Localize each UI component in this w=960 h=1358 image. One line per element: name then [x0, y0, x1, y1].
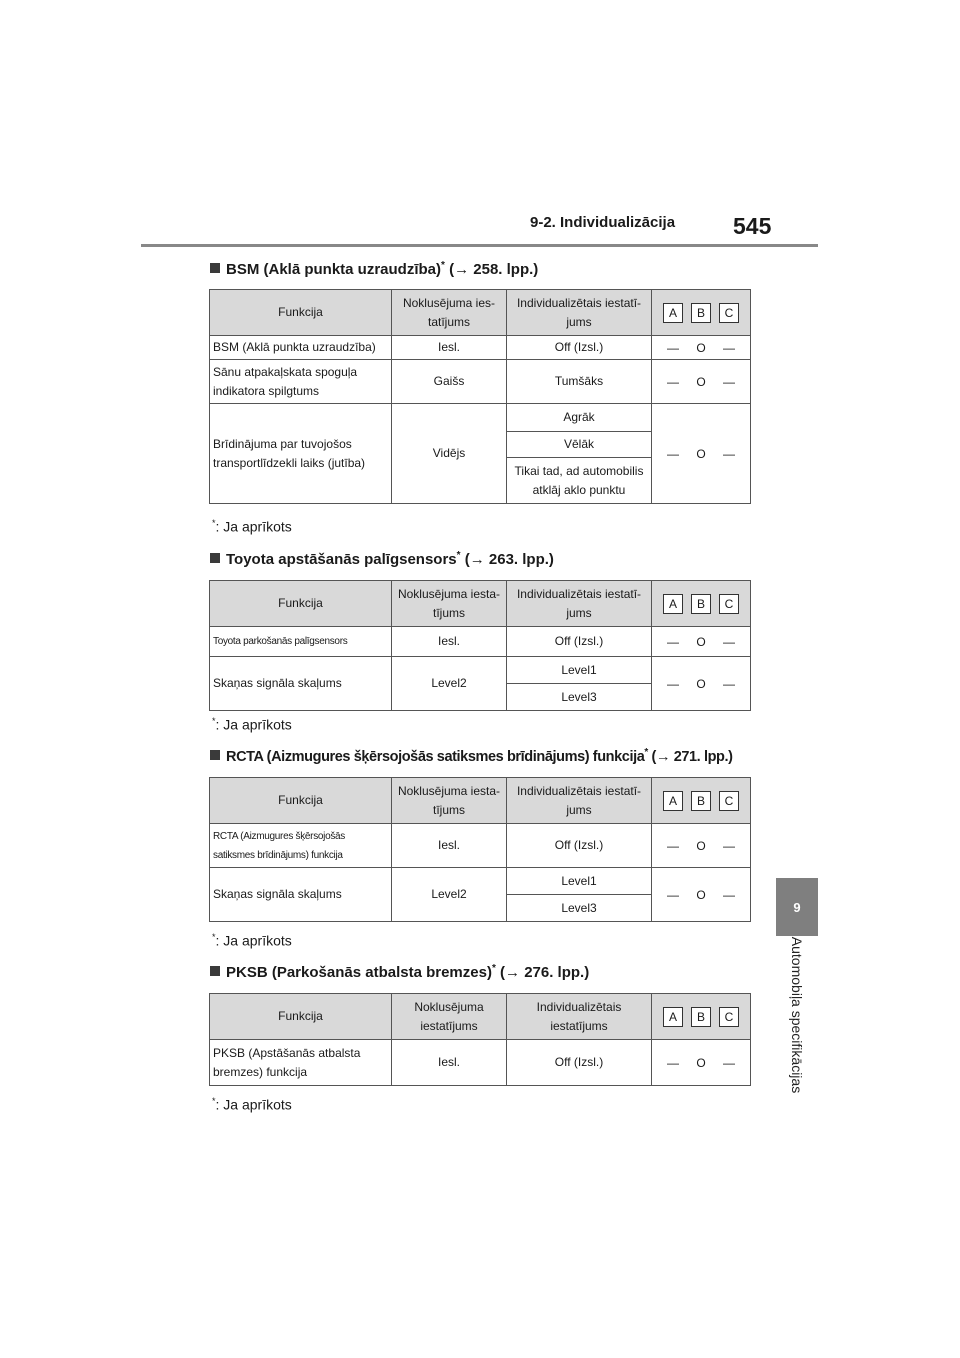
table-row: BSM (Aklā punkta uzraudzība) Iesl. Off (Izsl.) — O — [210, 336, 751, 360]
bsm-table: Funkcija Noklusējuma ies-tatījums Individualizētais iestatī-jums A B C BSM (Aklā punkta uzraudzība) Iesl. Off (Izsl.) — O — Sānu atpakaļskata spoguļa indikatora spilgtums Gaišs Tumšāks — O — Brīdinājuma par tuvojošos transportlīdzekli laiks (jutība) Vidējs Agrāk — O — Vēlāk Tikai tad, ad automobilis atklāj aklo punktu [209, 289, 751, 504]
table-row: Toyota parkošanās palīgsensors Iesl. Off (Izsl.) — O — [210, 627, 751, 657]
square-bullet-icon [210, 553, 220, 563]
table-row: Brīdinājuma par tuvojošos transportlīdzekli laiks (jutība) Vidējs Agrāk — O — [210, 404, 751, 432]
col-default: Noklusējuma ies-tatījums [392, 290, 507, 336]
table-row: PKSB (Apstāšanās atbalsta bremzes) funkcija Iesl. Off (Izsl.) — O — [210, 1040, 751, 1086]
section-title-bsm: BSM (Aklā punkta uzraudzība)* (→ 258. lpp.) [210, 260, 538, 278]
table-row: RCTA (Aizmugures šķērsojošās satiksmes brīdinājums) funkcija Iesl. Off (Izsl.) — O — [210, 824, 751, 868]
chapter-tab: 9 [776, 878, 818, 936]
page-number: 545 [733, 213, 772, 239]
section-title-rcta: RCTA (Aizmugures šķērsojošās satiksmes brīdinājums) funkcija* (→ 271. lpp.) [210, 747, 733, 765]
footnote: *: Ja aprīkots [212, 716, 292, 733]
chapter-label: Automobiļa specifikācijas [789, 936, 805, 1094]
footnote: *: Ja aprīkots [212, 932, 292, 949]
section-title-toyota: Toyota apstāšanās palīgsensors* (→ 263. lpp.) [210, 550, 554, 568]
rcta-table: Funkcija Noklusējuma iesta-tījums Individualizētais iestatī-jums A B C RCTA (Aizmugures šķērsojošās satiksmes brīdinājums) funkcija Iesl. Off (Izsl.) — O — Skaņas signāla skaļums Level2 Level1 — O — Level3 [209, 777, 751, 922]
section-header: 9-2. Individualizācija [530, 214, 676, 231]
table-row: Skaņas signāla skaļums Level2 Level1 — O — [210, 657, 751, 684]
col-custom: Individualizētais iestatī-jums [507, 290, 652, 336]
table-row: Skaņas signāla skaļums Level2 Level1 — O — [210, 868, 751, 895]
table-row: Sānu atpakaļskata spoguļa indikatora spilgtums Gaišs Tumšāks — O — [210, 360, 751, 404]
col-abc: A B C [652, 290, 751, 336]
square-bullet-icon [210, 263, 220, 273]
footnote: *: Ja aprīkots [212, 1096, 292, 1113]
square-bullet-icon [210, 966, 220, 976]
col-funkcija: Funkcija [210, 290, 392, 336]
square-bullet-icon [210, 750, 220, 760]
footnote: *: Ja aprīkots [212, 518, 292, 535]
header-rule [141, 244, 818, 247]
toyota-table: Funkcija Noklusējuma iesta-tījums Individualizētais iestatī-jums A B C Toyota parkošanās palīgsensors Iesl. Off (Izsl.) — O — Skaņas signāla skaļums Level2 Level1 — O — Level3 [209, 580, 751, 711]
section-title-pksb: PKSB (Parkošanās atbalsta bremzes)* (→ 276. lpp.) [210, 963, 589, 981]
pksb-table: Funkcija Noklusējuma iestatījums Individualizētais iestatījums A B C PKSB (Apstāšanās atbalsta bremzes) funkcija Iesl. Off (Izsl.) — O — [209, 993, 751, 1086]
